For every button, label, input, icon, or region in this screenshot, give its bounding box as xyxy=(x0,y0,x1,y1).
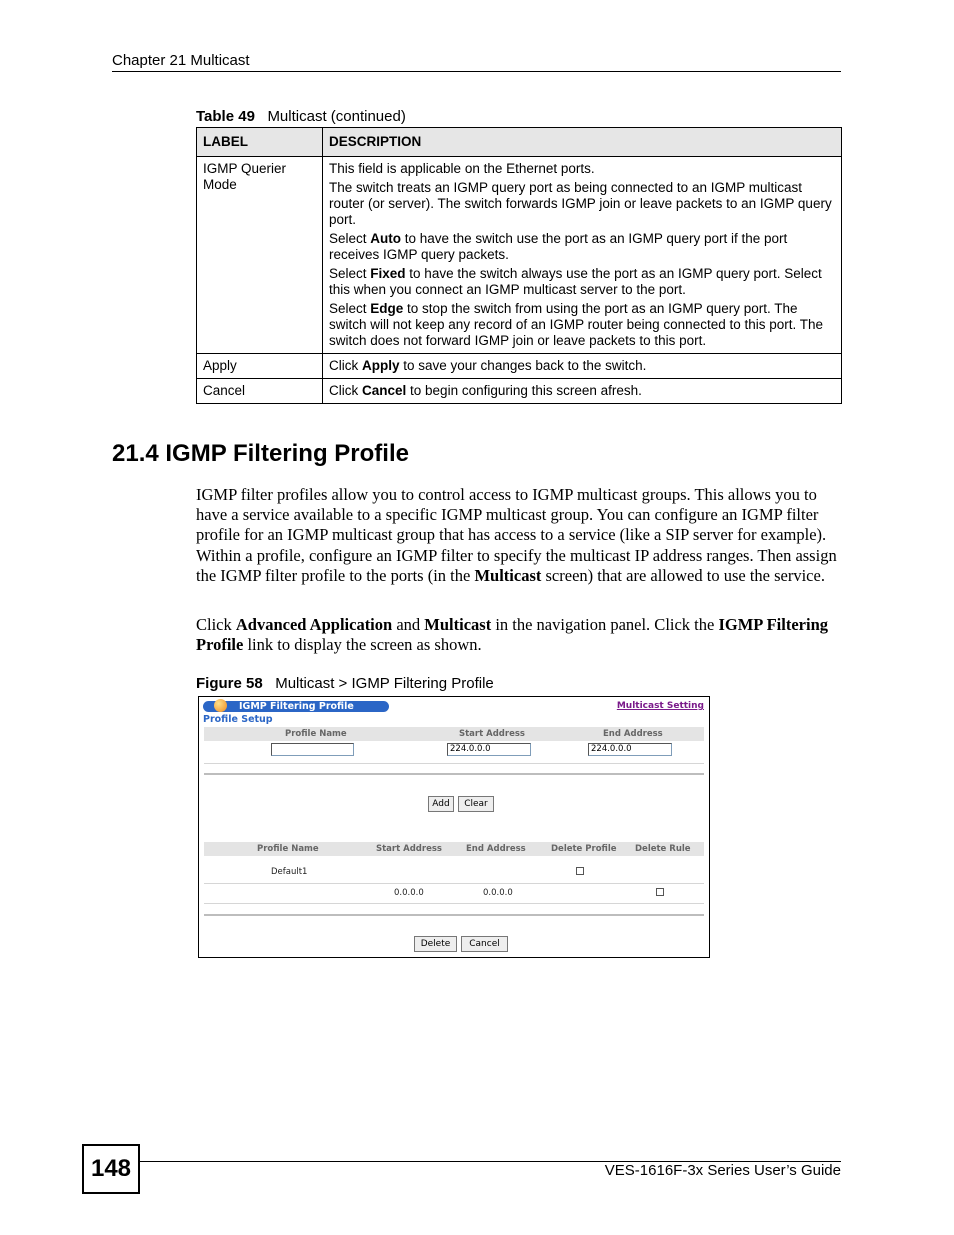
bold-term: Advanced Application xyxy=(235,615,393,634)
row-description xyxy=(323,379,842,404)
multicast-setting-link[interactable]: Multicast Setting xyxy=(616,701,704,711)
orb-icon xyxy=(214,699,227,712)
text-run: Select xyxy=(329,266,371,281)
text-run: screen) that are allowed to use the service. xyxy=(541,565,825,585)
row-label: IGMP Querier Mode xyxy=(197,157,323,354)
bold-term: Cancel xyxy=(362,383,407,398)
bold-term: Multicast xyxy=(474,565,542,585)
bold-term: Edge xyxy=(370,301,404,316)
clear-button[interactable]: Clear xyxy=(458,796,494,812)
row-divider xyxy=(204,763,704,764)
list-start-address-header: Start Address xyxy=(376,844,442,854)
figure-caption xyxy=(196,675,494,692)
table-row xyxy=(197,379,842,404)
bold-term: Multicast xyxy=(424,615,492,634)
desc-paragraph: This field is applicable on the Ethernet ports. xyxy=(329,161,595,176)
igmp-filtering-profile-screenshot xyxy=(198,696,710,958)
table-caption xyxy=(196,108,406,125)
screen-title-bar xyxy=(203,701,389,712)
text-run: Click xyxy=(329,358,362,373)
page-number: 148 xyxy=(82,1144,140,1194)
description-table xyxy=(196,127,842,404)
table-header-row xyxy=(197,128,842,157)
text-run: Select xyxy=(329,231,371,246)
cancel-button[interactable]: Cancel xyxy=(461,936,508,952)
delete-profile-checkbox[interactable] xyxy=(576,867,584,875)
add-button[interactable]: Add xyxy=(428,796,454,812)
body-paragraph xyxy=(196,485,846,586)
row-description xyxy=(323,157,842,354)
row-label: Cancel xyxy=(197,379,323,404)
header-rule xyxy=(112,71,841,72)
chapter-header: Chapter 21 Multicast xyxy=(112,52,250,69)
list-end-address-header: End Address xyxy=(466,844,526,854)
delete-rule-header: Delete Rule xyxy=(635,844,691,854)
bold-term: Fixed xyxy=(370,266,406,281)
text-run: link to display the screen as shown. xyxy=(243,635,482,655)
table-caption-label: Table 49 xyxy=(196,108,255,125)
table-row xyxy=(197,157,842,354)
start-address-cell: 0.0.0.0 xyxy=(394,888,424,898)
end-address-cell: 0.0.0.0 xyxy=(483,888,513,898)
text-run: Click xyxy=(196,615,236,634)
delete-button[interactable]: Delete xyxy=(414,936,457,952)
row-divider xyxy=(204,903,704,904)
text-run: to have the switch use the port as an IGMP query port if the port receives IGMP query packets. xyxy=(329,231,788,262)
profile-setup-label: Profile Setup xyxy=(203,714,273,725)
text-run: to begin configuring this screen afresh. xyxy=(406,383,642,398)
row-description xyxy=(323,354,842,379)
start-address-header: Start Address xyxy=(459,729,525,739)
profile-name-cell: Default1 xyxy=(271,867,308,877)
delete-rule-checkbox[interactable] xyxy=(656,888,664,896)
text-run: to save your changes back to the switch. xyxy=(399,358,647,373)
profile-name-input[interactable] xyxy=(271,743,354,756)
text-run: to stop the switch from using the port as an IGMP query port. The switch will not keep any record of an IGMP router being connected to this port. The switch does not forward IGMP join or leave packets to this port. xyxy=(329,301,824,348)
desc-paragraph xyxy=(329,231,835,263)
end-address-header: End Address xyxy=(603,729,663,739)
bold-term: IGMP Filtering Profile xyxy=(196,615,828,655)
figure-caption-text: Multicast > IGMP Filtering Profile xyxy=(275,675,494,692)
section-divider xyxy=(204,914,704,916)
section-divider xyxy=(204,773,704,775)
bold-term: Auto xyxy=(370,231,402,246)
profile-name-header: Profile Name xyxy=(285,729,347,739)
bold-term: Apply xyxy=(362,358,400,373)
delete-profile-header: Delete Profile xyxy=(551,844,617,854)
body-paragraph xyxy=(196,615,846,655)
label-column-header: LABEL xyxy=(197,128,323,157)
end-address-input[interactable]: 224.0.0.0 xyxy=(588,743,672,756)
text-run: to have the switch always use the port as an IGMP query port. Select this when you connect an IGMP multicast server to the port. xyxy=(329,266,822,297)
text-run: IGMP filter profiles allow you to control access to IGMP multicast groups. This allows you to have a service available to a specific IGMP multicast group. You can configure an IGMP filter profile for an IGMP multicast group that has access to a service (like a SIP server for example). Within a profile, configure an IGMP filter to specify the multicast IP address ranges. Then assign the IGMP filter profile to the ports (in the xyxy=(196,485,837,585)
row-label: Apply xyxy=(197,354,323,379)
desc-paragraph: The switch treats an IGMP query port as being connected to an IGMP multicast router (or server). The switch forwards IGMP join or leave packets to an IGMP query port. xyxy=(329,180,832,227)
text-run: and xyxy=(392,615,425,634)
text-run: Click xyxy=(329,383,362,398)
screen-title: IGMP Filtering Profile xyxy=(239,701,354,712)
text-run: Select xyxy=(329,301,371,316)
table-caption-text: Multicast (continued) xyxy=(267,108,406,125)
desc-paragraph xyxy=(329,266,835,298)
table-row xyxy=(197,354,842,379)
figure-caption-label: Figure 58 xyxy=(196,675,263,692)
section-title: 21.4 IGMP Filtering Profile xyxy=(112,440,409,467)
row-divider xyxy=(204,883,704,884)
description-column-header: DESCRIPTION xyxy=(323,128,842,157)
text-run: in the navigation panel. Click the xyxy=(491,615,719,634)
list-profile-name-header: Profile Name xyxy=(257,844,319,854)
start-address-input[interactable]: 224.0.0.0 xyxy=(447,743,531,756)
guide-title: VES-1616F-3x Series User’s Guide xyxy=(604,1162,841,1179)
desc-paragraph xyxy=(329,301,835,349)
